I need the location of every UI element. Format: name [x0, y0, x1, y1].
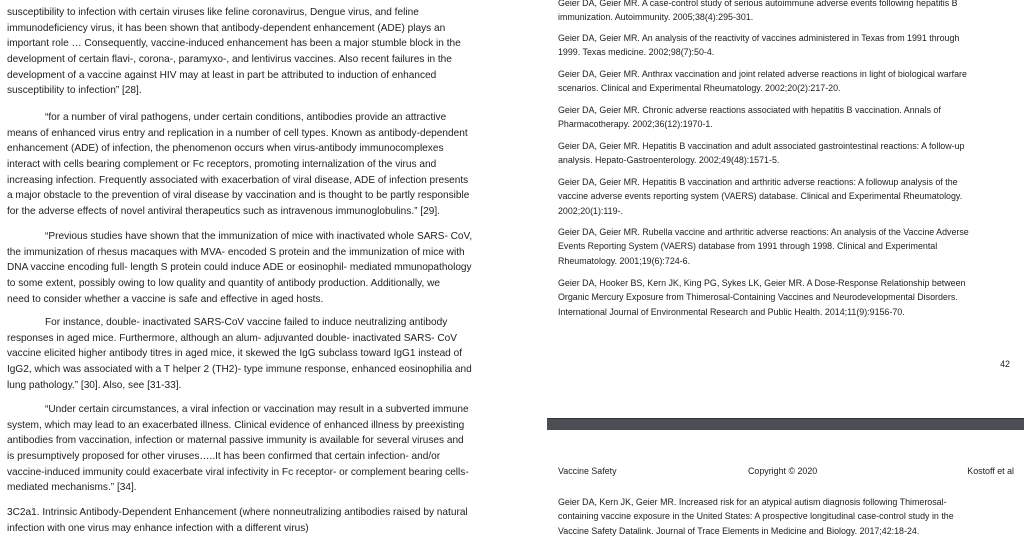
- footer-title: Vaccine Safety: [558, 466, 617, 476]
- reference-entry: [558, 139, 964, 168]
- text-line: International Journal of Environmental Research and Public Health. 2014;11(9):9156-70.: [558, 306, 905, 317]
- text-line: For instance, double- inactivated SARS-CoV vaccine failed to induce neutralizing antibody: [45, 317, 448, 328]
- text-line: is presumptively proposed for other viruses…..It has been confirmed that certain infection- and/or: [7, 451, 441, 463]
- page-number: 42: [1000, 359, 1010, 369]
- reference-entry: [558, 175, 962, 218]
- text-line: development of a vaccine against HIV may at least in part be attributed to induction of enhanced: [7, 69, 437, 81]
- text-line: containing vaccine exposure in the United States: A prospective longitudinal case-control study in the: [558, 511, 954, 522]
- page-break-bar: [547, 418, 1024, 430]
- paragraph: [7, 110, 469, 220]
- text-line: 3C2a1. Intrinsic Antibody-Dependent Enhancement (where nonneutralizing antibodies raised by natural: [7, 507, 468, 518]
- text-line: Organic Mercury Exposure from Thimerosal-Containing Vaccines and Neurodevelopmental Disorders.: [558, 292, 958, 303]
- paragraph: [7, 5, 461, 99]
- text-line: means of enhanced virus entry and replication in a number of cell types. Known as antibody-dependent: [7, 127, 468, 139]
- text-line: system, which may lead to an exacerbated illness. Clinical evidence of enhanced illness by preexisting: [7, 419, 465, 431]
- text-line: 1999. Texas medicine. 2002;98(7):50-4.: [558, 47, 715, 58]
- text-line: Pharmacotherapy. 2002;36(12):1970-1.: [558, 119, 713, 130]
- text-line: vaccine elicited higher antibody titres in aged mice, it skewed the IgG subclass toward IgG1 instead of: [7, 348, 463, 360]
- text-line: IgG2, which was associated with a T helper 2 (TH2)- type immune response, enhanced eosinophilia and: [7, 364, 472, 376]
- text-line: the immunization of rhesus macaques with MVA- encoded S protein and the immunization of mice with: [7, 246, 465, 258]
- text-line: interact with cells bearing complement or Fc receptors, promoting internalization of the virus and: [7, 159, 437, 171]
- text-line: Geier DA, Geier MR. Hepatitis B vaccination and adult associated gastrointestinal reactions: A follow-up: [558, 141, 965, 151]
- paragraph: [7, 229, 472, 307]
- text-line: immunization. Autoimmunity. 2005;38(4):295-301.: [558, 12, 754, 23]
- reference-entry: [558, 276, 965, 319]
- reference-entry: [558, 0, 958, 25]
- text-line: Geier DA, Geier MR. A case-control study of serious autoimmune adverse events following hepatitis B: [558, 0, 958, 8]
- text-line: Geier DA, Geier MR. Hepatitis B vaccination and arthritic adverse reactions: A followup analysis of the: [558, 177, 958, 187]
- text-line: 2002;20(1):119-.: [558, 205, 623, 216]
- text-line: need to consider whether a vaccine is safe and effective in aged hosts.: [7, 293, 324, 305]
- text-line: Geier DA, Geier MR. An analysis of the reactivity of vaccines administered in Texas from 1991 through: [558, 33, 960, 43]
- text-line: susceptibility to infection” [28].: [7, 85, 142, 97]
- text-line: development of certain flavi-, corona-, paramyxo-, and lentivirus vaccines. Also recent failures in the: [7, 54, 452, 66]
- text-line: to some extent, possibly owing to low quality and quantity of antibody production. Additionally, we: [7, 278, 440, 290]
- text-line: scenarios. Clinical and Experimental Rheumatology. 2002;20(2):217-20.: [558, 83, 841, 94]
- footer-copyright: Copyright © 2020: [748, 466, 818, 476]
- text-line: infection with one virus may enhance infection with a different virus): [7, 522, 309, 534]
- text-line: “Under certain circumstances, a viral infection or vaccination may result in a subverted immune: [45, 404, 469, 415]
- text-line: enhancement (ADE) of infection, the phenomenon occurs when virus-antibody immunocomplexes: [7, 143, 444, 155]
- paragraph: [7, 402, 469, 496]
- text-line: antibodies from vaccination, infection or maternal passive immunity is available for several viruses and: [7, 435, 464, 447]
- text-line: mediated mechanisms.” [34].: [7, 482, 137, 494]
- text-line: immunodeficiency virus, it has been shown that antibody-dependent enhancement (ADE) plays an: [7, 22, 446, 34]
- text-line: Rheumatology. 2001;19(6):724-6.: [558, 255, 691, 266]
- footer-authors: Kostoff et al: [967, 466, 1014, 476]
- text-line: “for a number of viral pathogens, under certain conditions, antibodies provide an attractive: [45, 112, 447, 123]
- text-line: “Previous studies have shown that the immunization of mice with inactivated whole SARS- CoV,: [45, 231, 473, 242]
- text-line: important role … Consequently, vaccine-induced enhancement has been a major stumble block in the: [7, 38, 461, 50]
- text-line: susceptibility to infection with certain viruses like feline coronavirus, Dengue virus, and feline: [7, 7, 419, 18]
- reference-entry: [558, 225, 969, 268]
- text-line: Geier DA, Geier MR. Rubella vaccine and arthritic adverse reactions: An analysis of the Vaccine Adverse: [558, 227, 969, 237]
- text-line: DNA vaccine encoding full- length S protein could induce ADE or eosinophil- mediated mmunopathology: [7, 262, 472, 274]
- reference-entry: [558, 31, 959, 60]
- text-line: Vaccine Safety Datalink. Journal of Trace Elements in Medicine and Biology. 2017;42:18-24.: [558, 525, 920, 536]
- reference-entry: [558, 495, 954, 538]
- text-line: responses in aged mice. Furthermore, although an alum- adjuvanted double- inactivated SARS- CoV: [7, 332, 457, 344]
- paragraph: [7, 505, 468, 536]
- reference-entry: [558, 103, 941, 132]
- text-line: Events Reporting System (VAERS) database from 1991 through 1998. Clinical and Experimental: [558, 241, 938, 252]
- paragraph: [7, 315, 472, 393]
- right-page: [540, 0, 1024, 547]
- text-line: for the adverse effects of novel antiviral therapeutics such as intravenous immunoglobulins.” [29].: [7, 206, 440, 218]
- text-line: analysis. Hepato-Gastroenterology. 2002;49(48):1571-5.: [558, 155, 780, 166]
- text-line: increasing infection. Frequently associated with exacerbation of viral disease, ADE of infection presents: [7, 174, 469, 186]
- text-line: lung pathology.” [30]. Also, see [31-33].: [7, 379, 182, 391]
- text-line: a major obstacle to the prevention of viral disease by vaccination and is thought to be partly responsible: [7, 190, 470, 202]
- text-line: Geier DA, Geier MR. Anthrax vaccination and joint related adverse reactions in light of biological warfare: [558, 69, 967, 79]
- text-line: Geier DA, Hooker BS, Kern JK, King PG, Sykes LK, Geier MR. A Dose-Response Relationship between: [558, 278, 966, 288]
- text-line: Geier DA, Geier MR. Chronic adverse reactions associated with hepatitis B vaccination. Annals of: [558, 105, 941, 115]
- text-line: Geier DA, Kern JK, Geier MR. Increased risk for an atypical autism diagnosis following Thimerosal-: [558, 497, 947, 507]
- text-line: vaccine adverse events reporting system (VAERS) database. Clinical and Experimental Rheumatology.: [558, 191, 963, 202]
- reference-entry: [558, 67, 967, 96]
- text-line: vaccine-induced immunity could exacerbate viral infectivity in Fc receptor- or complement bearing cells-: [7, 466, 469, 478]
